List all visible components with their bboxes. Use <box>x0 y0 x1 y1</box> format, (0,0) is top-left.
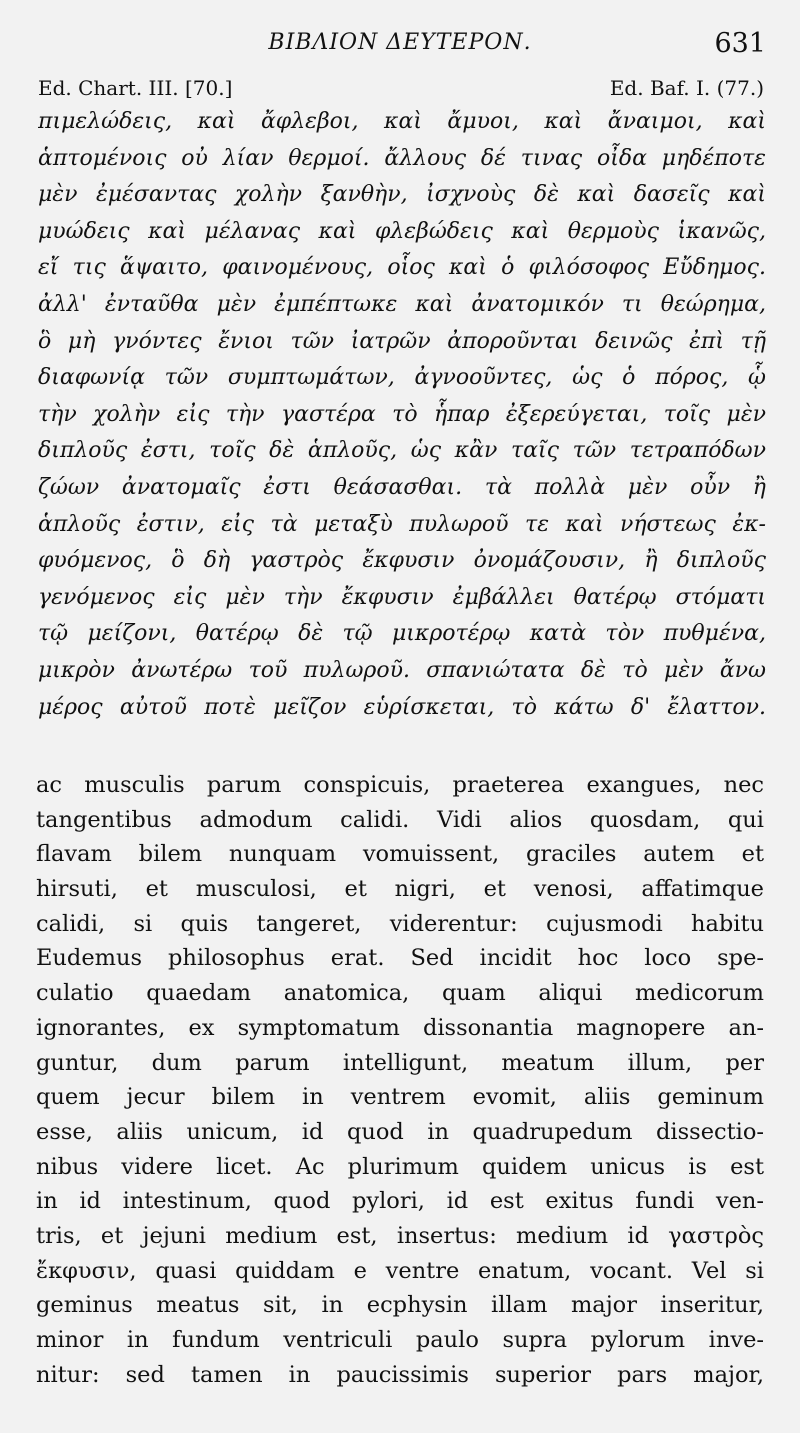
greek-line: τὴν χολὴν εἰς τὴν γαστέρα τὸ ἧπαρ ἐξερεύγεται, τοῖς μὲν <box>38 401 766 427</box>
latin-line: culatio quaedam anatomica, quam aliqui medicorum <box>36 980 764 1007</box>
latin-line: tris, et jejuni medium est, insertus: medium id γαστρὸς <box>36 1222 764 1249</box>
latin-line: nitur: sed tamen in paucissimis superior pars major, <box>36 1361 764 1388</box>
greek-line: ὃ μὴ γνόντες ἔνιοι τῶν ἰατρῶν ἀποροῦνται δεινῶς ἐπὶ τῇ <box>38 328 766 354</box>
greek-line: μὲν ἐμέσαντας χολὴν ξανθὴν, ἰσχνοὺς δὲ καὶ δασεῖς καὶ <box>38 182 766 208</box>
page-number: 631 <box>714 28 766 59</box>
running-title: BIBΛΙΟΝ ΔΕΥΤΕΡΟΝ. <box>268 30 532 55</box>
edition-reference-chartier: Ed. Chart. III. [70.] <box>38 76 233 100</box>
greek-line: διαφωνίᾳ τῶν συμπτωμάτων, ἀγνοοῦντες, ὡς ὁ πόρος, ᾧ <box>38 365 766 391</box>
greek-line: μέρος αὐτοῦ ποτὲ μεῖζον εὑρίσκεται, τὸ κάτω δ' ἔλαττον. <box>38 694 766 720</box>
greek-line: εἴ τις ἅψαιτο, φαινομένους, οἷος καὶ ὁ φιλόσοφος Εὔδημος. <box>38 255 766 281</box>
latin-line: ac musculis parum conspicuis, praeterea exangues, nec <box>36 772 764 798</box>
greek-line: διπλοῦς ἐστι, τοῖς δὲ ἁπλοῦς, ὡς κἂν ταῖς τῶν τετραπόδων <box>38 438 766 464</box>
greek-line: γενόμενος εἰς μὲν τὴν ἔκφυσιν ἐμβάλλει θατέρῳ στόματι <box>38 584 766 610</box>
latin-line: in id intestinum, quod pylori, id est exitus fundi ven- <box>36 1188 764 1215</box>
latin-line: quem jecur bilem in ventrem evomit, aliis geminum <box>36 1084 764 1111</box>
latin-line: Eudemus philosophus erat. Sed incidit hoc loco spe- <box>36 945 764 972</box>
latin-line: guntur, dum parum intelligunt, meatum illum, per <box>36 1049 764 1076</box>
latin-line: flavam bilem nunquam vomuissent, graciles autem et <box>36 841 764 868</box>
latin-line: ἔκφυσιν, quasi quiddam e ventre enatum, vocant. Vel si <box>36 1257 764 1284</box>
greek-line: ἁπλοῦς ἐστιν, εἰς τὰ μεταξὺ πυλωροῦ τε καὶ νήστεως ἐκ- <box>38 511 766 537</box>
greek-line: ἀλλ' ἐνταῦθα μὲν ἐμπέπτωκε καὶ ἀνατομικόν τι θεώρημα, <box>38 291 766 317</box>
latin-text-block <box>36 768 764 1392</box>
edition-reference-basel: Ed. Baf. I. (77.) <box>609 76 764 100</box>
greek-line: μικρὸν ἀνωτέρω τοῦ πυλωροῦ. σπανιώτατα δὲ τὸ μὲν ἄνω <box>38 657 766 683</box>
latin-line: tangentibus admodum calidi. Vidi alios quosdam, qui <box>36 806 764 833</box>
latin-line: ignorantes, ex symptomatum dissonantia magnopere an- <box>36 1014 764 1041</box>
greek-line: ἁπτομένοις οὐ λίαν θερμοί. ἄλλους δέ τινας οἶδα μηδέποτε <box>38 145 766 171</box>
greek-line: πιμελώδεις, καὶ ἄφλεβοι, καὶ ἄμυοι, καὶ ἄναιμοι, καὶ <box>38 109 766 134</box>
edition-references <box>38 76 764 104</box>
latin-line: minor in fundum ventriculi paulo supra pylorum inve- <box>36 1327 764 1353</box>
greek-line: τῷ μείζονι, θατέρῳ δὲ τῷ μικροτέρῳ κατὰ τὸν πυθμένα, <box>38 621 766 647</box>
latin-line: nibus videre licet. Ac plurimum quidem unicus is est <box>36 1153 764 1180</box>
latin-line: geminus meatus sit, in ecphysin illam major inseritur, <box>36 1292 764 1319</box>
latin-line: esse, aliis unicum, id quod in quadrupedum dissectio- <box>36 1118 764 1145</box>
latin-line: hirsuti, et musculosi, et nigri, et venosi, affatimque <box>36 876 764 903</box>
greek-line: φυόμενος, ὃ δὴ γαστρὸς ἔκφυσιν ὀνομάζουσιν, ἢ διπλοῦς <box>38 548 766 574</box>
running-head <box>0 28 800 62</box>
greek-line: ζώων ἀνατομαῖς ἐστι θεάσασθαι. τὰ πολλὰ μὲν οὖν ἢ <box>38 474 766 500</box>
greek-text-block <box>38 104 766 726</box>
latin-line: calidi, si quis tangeret, viderentur: cujusmodi habitu <box>36 910 764 937</box>
greek-line: μυώδεις καὶ μέλανας καὶ φλεβώδεις καὶ θερμοὺς ἱκανῶς, <box>38 218 766 244</box>
